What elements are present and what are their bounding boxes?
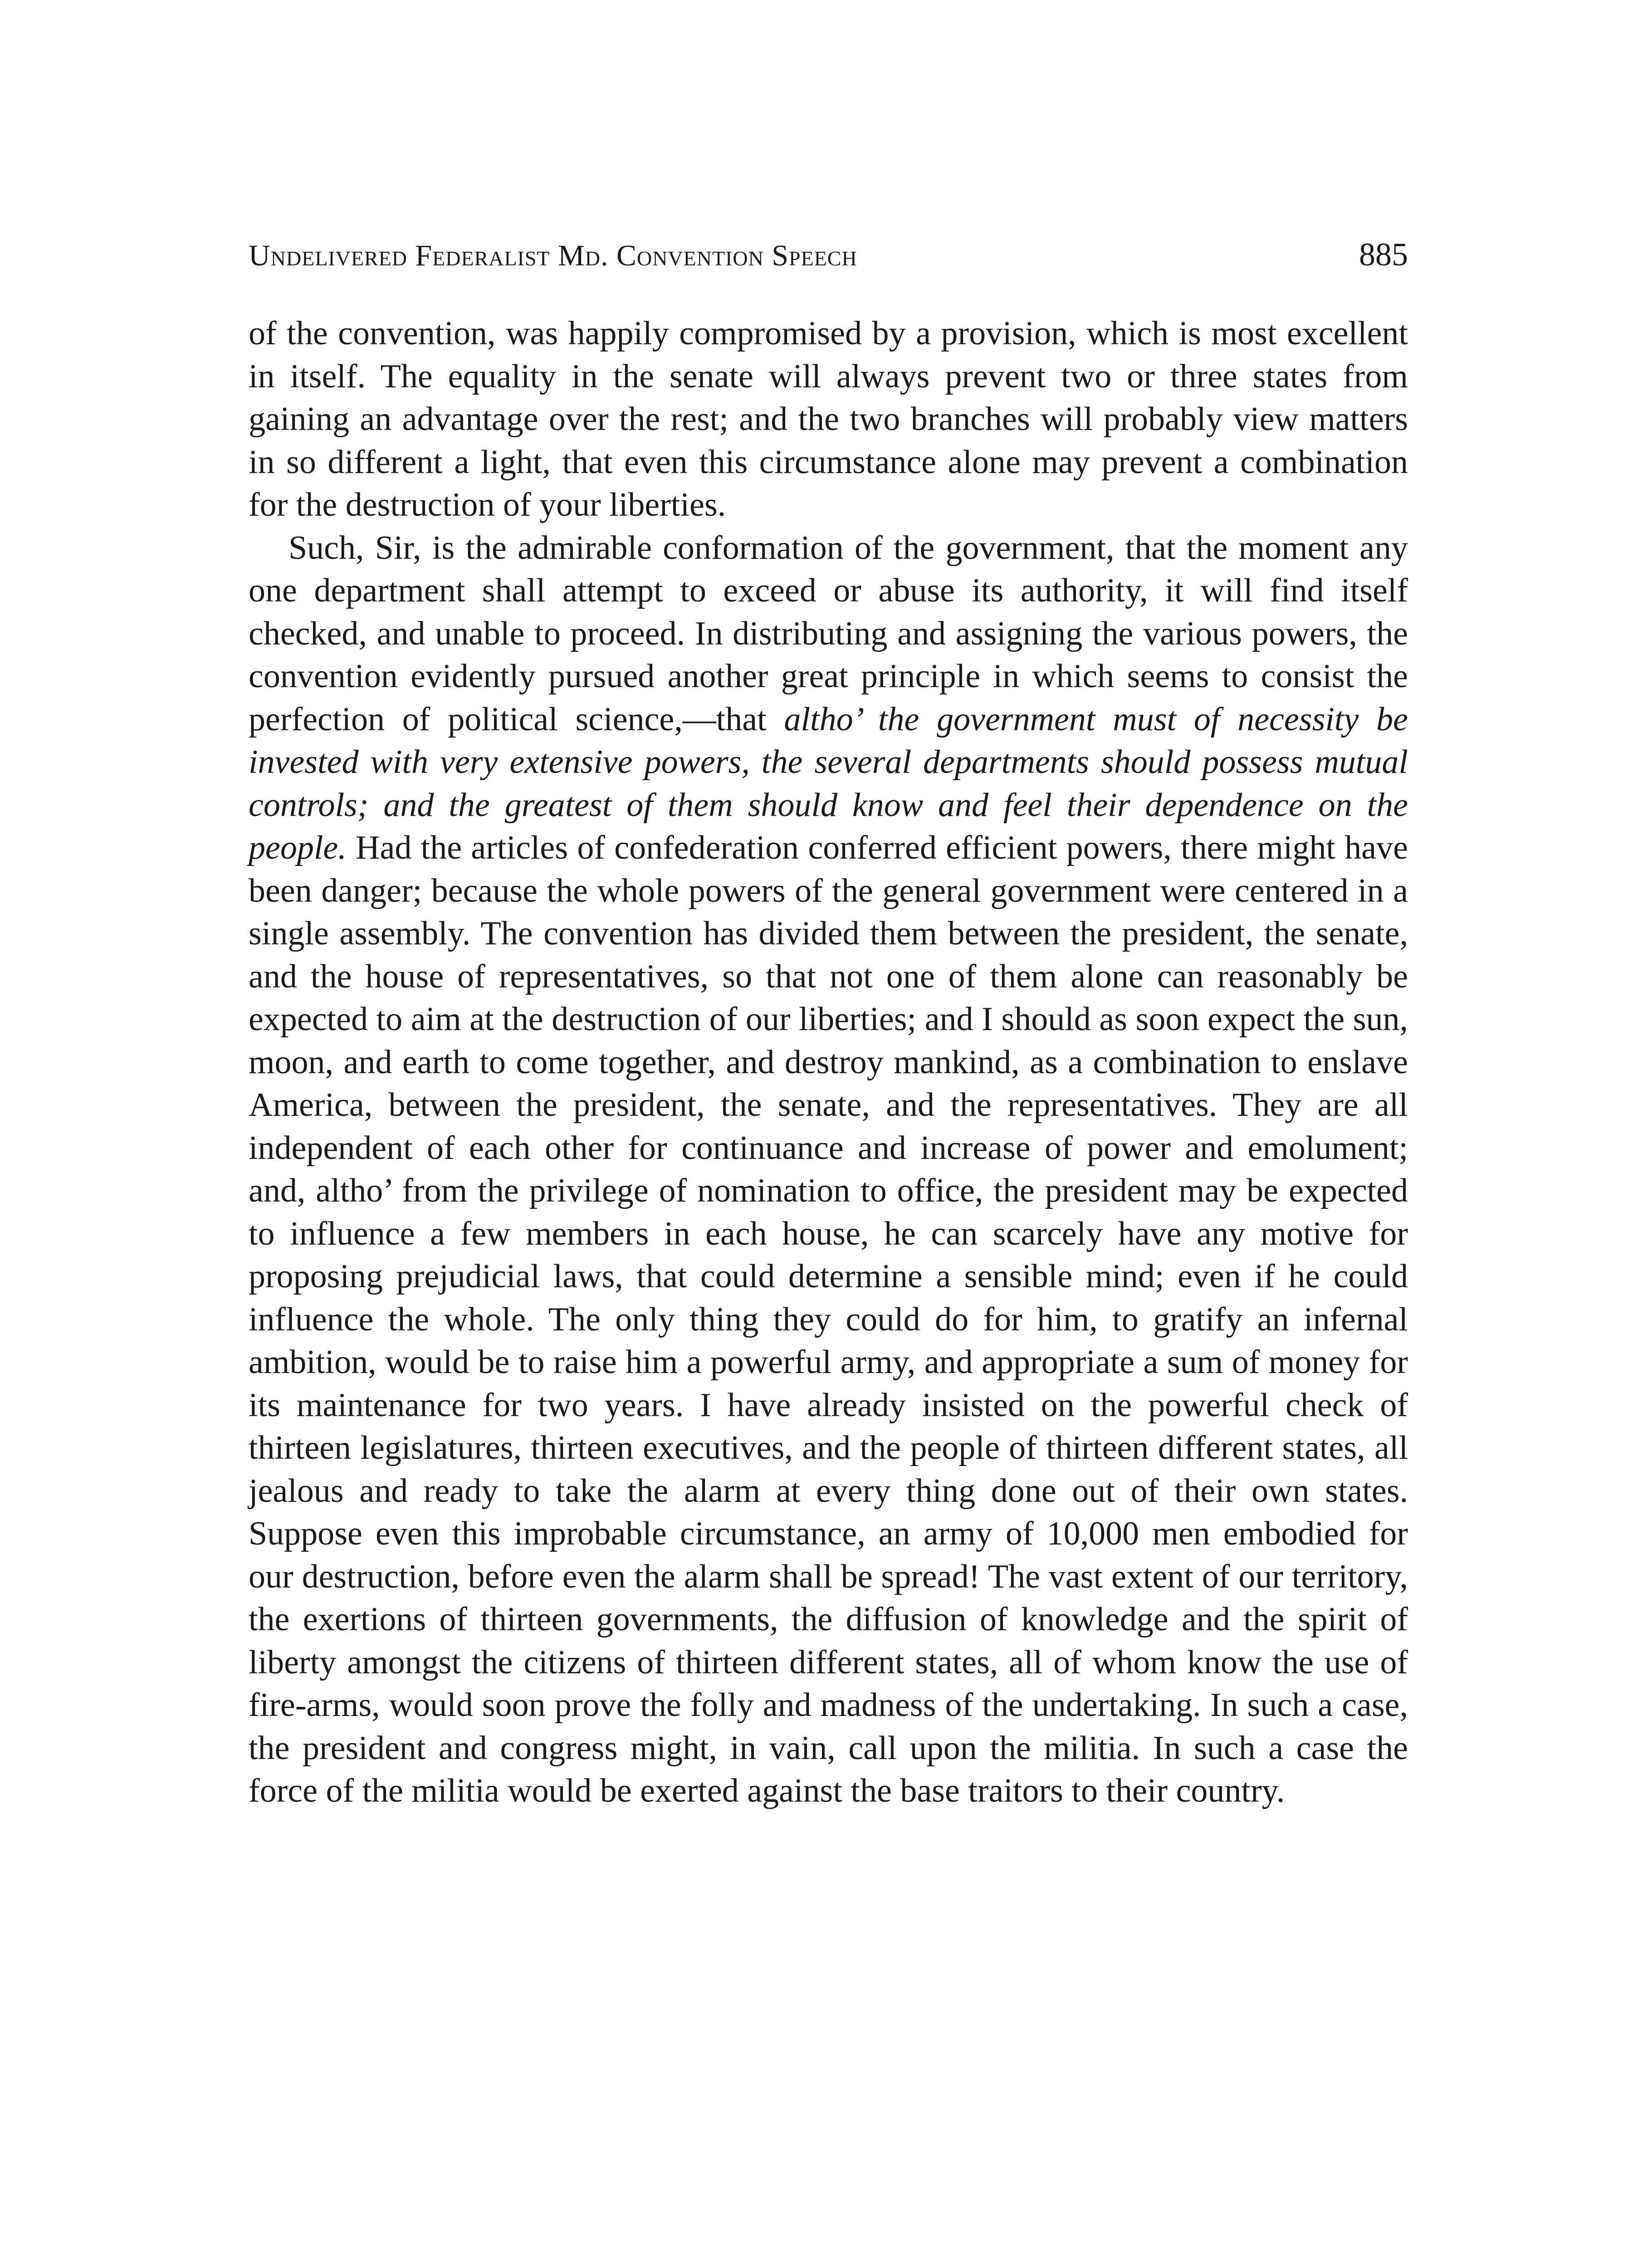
- paragraph-text-after: Had the articles of confederation conferred efficient powers, there might have been danger; because the whole powers of the general government were centered in a single assembly. The convention has divided them between the president, the senate, and the house of representatives, so that not one of them alone can reasonably be expected to aim at the destruction of our liberties; and I should as soon expect the sun, moon, and earth to come together, and destroy mankind, as a combination to enslave America, between the president, the senate, and the representatives. They are all independent of each other for continuance and increase of power and emolument; and, altho’ from the privilege of nomination to office, the president may be expected to influence a few members in each house, he can scarcely have any motive for proposing prejudicial laws, that could determine a sensible mind; even if he could influence the whole. The only thing they could do for him, to gratify an infernal ambition, would be to raise him a powerful army, and appropriate a sum of money for its maintenance for two years. I have already insisted on the powerful check of thirteen legislatures, thirteen executives, and the people of thirteen different states, all jealous and ready to take the alarm at every thing done out of their own states. Suppose even this improbable circumstance, an army of 10,000 men embodied for our destruction, before even the alarm shall be spread! The vast extent of our territory, the exertions of thirteen governments, the diffusion of knowledge and the spirit of liberty amongst the citizens of thirteen different states, all of whom know the use of fire-arms, would soon prove the folly and madness of the undertaking. In such a case, the president and congress might, in vain, call upon the militia. In such a case the force of the militia would be exerted against the base traitors to their country.: [249, 829, 1408, 1809]
- paragraph-italic-quote: altho’ the government must of necessity be invested with very extensive powers, the several departments should possess mutual controls; and the greatest of them should know and feel their dependence on the people.: [249, 700, 1408, 866]
- paragraph-text: of the convention, was happily compromised by a provision, which is most excellent in itself. The equality in the senate will always prevent two or three states from gaining an advantage over the rest; and the two branches will probably view matters in so different a light, that even this circumstance alone may prevent a combination for the destruction of your liberties.: [249, 315, 1408, 523]
- running-head: [249, 236, 1408, 290]
- paragraph-main: [249, 527, 1408, 1813]
- paragraph-text-before: Such, Sir, is the admirable conformation of the government, that the moment any one department shall attempt to exceed or abuse its authority, it will find itself checked, and unable to proceed. In distributing and assigning the various powers, the convention evidently pursued another great principle in which seems to consist the perfection of political science,—that: [249, 529, 1408, 738]
- page-number: 885: [1359, 236, 1408, 273]
- document-page: [249, 236, 1408, 1813]
- body-text: [249, 312, 1408, 1813]
- running-title: Undelivered Federalist Md. Convention Speech: [249, 239, 857, 272]
- paragraph-continuation: [249, 312, 1408, 527]
